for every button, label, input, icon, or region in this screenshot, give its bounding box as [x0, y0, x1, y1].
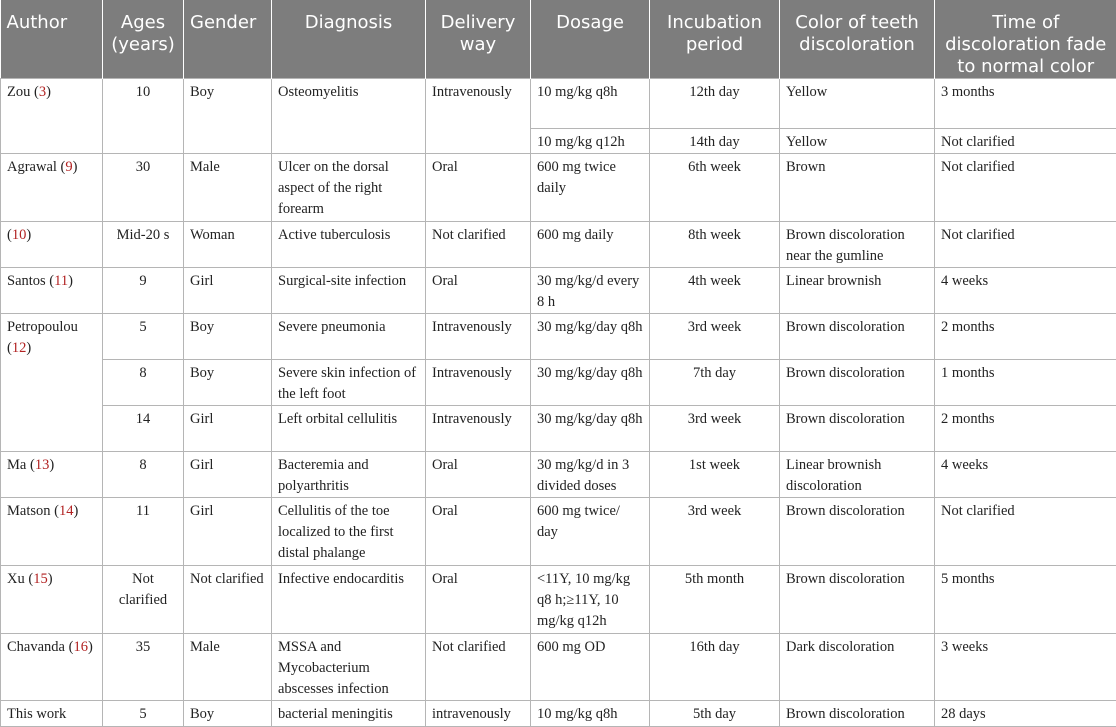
- table-cell: Male: [184, 154, 272, 222]
- table-cell: 600 mg daily: [531, 222, 650, 268]
- open-paren: (: [25, 571, 33, 587]
- table-cell: 4 weeks: [935, 268, 1116, 314]
- close-paren: ): [48, 571, 53, 587]
- open-paren: (: [7, 227, 12, 243]
- table-row: [1, 268, 1116, 314]
- table-cell: Woman: [184, 222, 272, 268]
- reference-link[interactable]: 3: [39, 84, 46, 100]
- table-cell: Yellow: [780, 79, 935, 129]
- table-cell: 3 weeks: [935, 634, 1116, 701]
- table-cell: 4th week: [650, 268, 780, 314]
- table-cell: 14th day: [650, 129, 780, 154]
- column-header: Time of discoloration fade to normal color: [935, 0, 1116, 79]
- open-paren: (: [26, 457, 34, 473]
- table-cell: 6th week: [650, 154, 780, 222]
- table-cell: bacterial meningitis: [272, 701, 426, 727]
- table-cell: 12th day: [650, 79, 780, 129]
- table-cell: Girl: [184, 498, 272, 566]
- author-name: Xu: [7, 571, 25, 587]
- reference-link[interactable]: 12: [12, 340, 27, 356]
- close-paren: ): [88, 639, 93, 655]
- table-cell: Intravenously: [426, 314, 531, 360]
- author-cell: [1, 634, 103, 701]
- close-paren: ): [46, 84, 51, 100]
- table-row: [1, 79, 1116, 129]
- table-cell: Male: [184, 634, 272, 701]
- table-cell: Brown discoloration: [780, 701, 935, 727]
- table-cell: <11Y, 10 mg/kg q8 h;≥11Y, 10 mg/kg q12h: [531, 566, 650, 634]
- table-row: [1, 452, 1116, 498]
- table-cell: 10 mg/kg q12h: [531, 129, 650, 154]
- table-cell: Not clarified: [426, 222, 531, 268]
- close-paren: ): [68, 273, 73, 289]
- table-cell: Brown discoloration near the gumline: [780, 222, 935, 268]
- table-cell: Ulcer on the dorsal aspect of the right forearm: [272, 154, 426, 222]
- table-row: [1, 154, 1116, 222]
- table-cell: 5 months: [935, 566, 1116, 634]
- column-header: Incubation period: [650, 0, 780, 79]
- table-cell: 10 mg/kg q8h: [531, 701, 650, 727]
- open-paren: (: [65, 639, 73, 655]
- table-cell: MSSA and Mycobacterium abscesses infection: [272, 634, 426, 701]
- table-cell: Brown discoloration: [780, 360, 935, 406]
- table-cell: intravenously: [426, 701, 531, 727]
- table-cell: Intravenously: [426, 360, 531, 406]
- table-cell: 2 months: [935, 406, 1116, 452]
- table-cell: 30 mg/kg/d in 3 divided doses: [531, 452, 650, 498]
- table-cell: Infective endocarditis: [272, 566, 426, 634]
- table-cell: 1 months: [935, 360, 1116, 406]
- reference-link[interactable]: 13: [35, 457, 50, 473]
- table-row: [1, 634, 1116, 701]
- table-cell: 35: [103, 634, 184, 701]
- table-cell: 3 months: [935, 79, 1116, 129]
- table-cell: Osteomyelitis: [272, 79, 426, 154]
- open-paren: (: [46, 273, 54, 289]
- author-name: Agrawal: [7, 159, 57, 175]
- author-cell: [1, 452, 103, 498]
- table-cell: Brown: [780, 154, 935, 222]
- table-cell: 28 days: [935, 701, 1116, 727]
- table-cell: 30 mg/kg/day q8h: [531, 406, 650, 452]
- table-cell: Boy: [184, 701, 272, 727]
- table-cell: 1st week: [650, 452, 780, 498]
- author-cell: [1, 701, 103, 727]
- table-cell: Active tuberculosis: [272, 222, 426, 268]
- table-cell: Severe skin infection of the left foot: [272, 360, 426, 406]
- table-cell: Linear brownish: [780, 268, 935, 314]
- column-header: Delivery way: [426, 0, 531, 79]
- table-cell: 2 months: [935, 314, 1116, 360]
- reference-link[interactable]: 14: [59, 503, 74, 519]
- table-cell: 4 weeks: [935, 452, 1116, 498]
- table-cell: Not clarified: [184, 566, 272, 634]
- close-paren: ): [73, 503, 78, 519]
- open-paren: (: [57, 159, 65, 175]
- reference-link[interactable]: 16: [73, 639, 88, 655]
- table-row: [1, 222, 1116, 268]
- table-cell: Oral: [426, 498, 531, 566]
- table-cell: 8: [103, 360, 184, 406]
- table-cell: 7th day: [650, 360, 780, 406]
- author-name: Santos: [7, 273, 46, 289]
- table-cell: Intravenously: [426, 406, 531, 452]
- table-cell: Cellulitis of the toe localized to the first distal phalange: [272, 498, 426, 566]
- table-cell: 9: [103, 268, 184, 314]
- author-name: Petropoulou: [7, 319, 78, 335]
- author-cell: [1, 154, 103, 222]
- table-cell: 10 mg/kg q8h: [531, 79, 650, 129]
- open-paren: (: [7, 340, 12, 356]
- table-body: [1, 79, 1116, 727]
- table-cell: 3rd week: [650, 314, 780, 360]
- author-name: This work: [7, 706, 66, 722]
- author-name: Matson: [7, 503, 51, 519]
- table-cell: 3rd week: [650, 406, 780, 452]
- close-paren: ): [49, 457, 54, 473]
- author-cell: [1, 268, 103, 314]
- table-cell: Oral: [426, 268, 531, 314]
- open-paren: (: [30, 84, 38, 100]
- table-cell: Boy: [184, 314, 272, 360]
- table-cell: Brown discoloration: [780, 314, 935, 360]
- close-paren: ): [73, 159, 78, 175]
- table-cell: 5: [103, 314, 184, 360]
- table-cell: 14: [103, 406, 184, 452]
- table-cell: Brown discoloration: [780, 566, 935, 634]
- author-cell: [1, 314, 103, 452]
- reference-link[interactable]: 11: [54, 273, 68, 289]
- table-cell: 30 mg/kg/day q8h: [531, 360, 650, 406]
- table-cell: Oral: [426, 154, 531, 222]
- table-cell: Girl: [184, 452, 272, 498]
- table-cell: Severe pneumonia: [272, 314, 426, 360]
- header-row: [1, 0, 1116, 79]
- table-cell: 600 mg OD: [531, 634, 650, 701]
- table-cell: Linear brownish discoloration: [780, 452, 935, 498]
- table-cell: 10: [103, 79, 184, 154]
- table-cell: Girl: [184, 406, 272, 452]
- table-cell: 5th month: [650, 566, 780, 634]
- table-cell: Not clarified: [935, 498, 1116, 566]
- column-header: Author: [1, 0, 103, 79]
- table-cell: Not clarified: [935, 154, 1116, 222]
- close-paren: ): [26, 340, 31, 356]
- author-cell: [1, 566, 103, 634]
- table-row: [1, 360, 1116, 406]
- table-cell: 5th day: [650, 701, 780, 727]
- table-cell: 600 mg twice/ day: [531, 498, 650, 566]
- author-name: Ma: [7, 457, 26, 473]
- table-row: [1, 406, 1116, 452]
- table-cell: Left orbital cellulitis: [272, 406, 426, 452]
- table-header: [1, 0, 1116, 79]
- column-header: Gender: [184, 0, 272, 79]
- column-header: Diagnosis: [272, 0, 426, 79]
- close-paren: ): [26, 227, 31, 243]
- table-cell: Bacteremia and polyarthritis: [272, 452, 426, 498]
- author-name: Chavanda: [7, 639, 65, 655]
- table-row: [1, 314, 1116, 360]
- table-cell: Dark discoloration: [780, 634, 935, 701]
- table-cell: 8th week: [650, 222, 780, 268]
- author-cell: [1, 222, 103, 268]
- table-cell: 30: [103, 154, 184, 222]
- open-paren: (: [51, 503, 59, 519]
- table-cell: 11: [103, 498, 184, 566]
- reference-link[interactable]: 9: [65, 159, 72, 175]
- table-cell: 5: [103, 701, 184, 727]
- table-row: [1, 498, 1116, 566]
- author-cell: [1, 498, 103, 566]
- table-cell: 8: [103, 452, 184, 498]
- table-cell: Not clarified: [103, 566, 184, 634]
- column-header: Ages (years): [103, 0, 184, 79]
- author-cell: [1, 79, 103, 154]
- reference-link[interactable]: 15: [33, 571, 48, 587]
- table-cell: Surgical-site infection: [272, 268, 426, 314]
- table-cell: Intravenously: [426, 79, 531, 154]
- table-cell: Boy: [184, 79, 272, 154]
- table-cell: Boy: [184, 360, 272, 406]
- table-cell: Not clarified: [426, 634, 531, 701]
- table-cell: 30 mg/kg/d every 8 h: [531, 268, 650, 314]
- table-cell: Yellow: [780, 129, 935, 154]
- table-cell: 600 mg twice daily: [531, 154, 650, 222]
- table-cell: Girl: [184, 268, 272, 314]
- column-header: Dosage: [531, 0, 650, 79]
- table-cell: Not clarified: [935, 222, 1116, 268]
- table-cell: Oral: [426, 452, 531, 498]
- table-cell: 30 mg/kg/day q8h: [531, 314, 650, 360]
- table-cell: Mid-20 s: [103, 222, 184, 268]
- table-cell: 16th day: [650, 634, 780, 701]
- table-cell: Not clarified: [935, 129, 1116, 154]
- table-row: [1, 566, 1116, 634]
- table-cell: Brown discoloration: [780, 406, 935, 452]
- reference-link[interactable]: 10: [12, 227, 27, 243]
- table-row: [1, 701, 1116, 727]
- table-cell: Brown discoloration: [780, 498, 935, 566]
- table-cell: 3rd week: [650, 498, 780, 566]
- author-name: Zou: [7, 84, 30, 100]
- table-cell: Oral: [426, 566, 531, 634]
- column-header: Color of teeth discoloration: [780, 0, 935, 79]
